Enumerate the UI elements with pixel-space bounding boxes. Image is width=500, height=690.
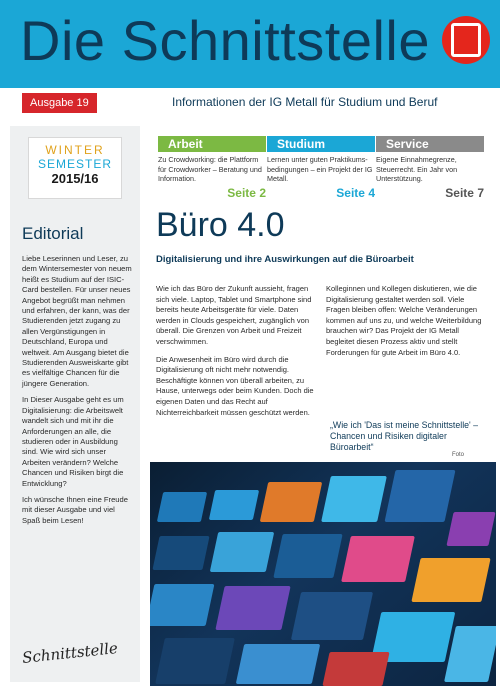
section-arbeit-page: Seite 2 [227,186,266,200]
section-service[interactable] [376,136,484,200]
image-tile [444,626,496,682]
section-studium[interactable] [267,136,375,200]
article-headline: Büro 4.0 [156,206,285,244]
section-service-heading: Service [376,136,484,152]
article-column-2 [326,284,486,365]
article-hero-image [150,462,496,686]
editorial-body [22,254,134,532]
masthead-title: Die Schnittstelle [20,9,431,72]
image-tile [150,584,214,626]
editorial-paragraph: Liebe Leserinnen und Leser, zu dem Wintersemester von neuem heißt es Studium auf der ISIC-Card bestellen. Für unser neues Angebot begrüßt man nehmen und erfahren, der kann, was der Studierenden jetzt zugang zu allen Vergünstigungen in Deutschland, Europa und weltweit. Am Ausgang bietet die Studierenden Ausweiskarte gibt es vielfältige Chancen für die jüngere Generation. [22,254,132,388]
image-tile [157,492,207,522]
image-tile [236,644,321,684]
article-paragraph: Kolleginnen und Kollegen diskutieren, wie die Digitalisierung gestaltet werden soll. Viele Fragen bleiben offen: Welche Veränderungen kommen auf uns zu, und welche Weiterbildung brauchen wir? Das Projekt der IG Metall begleitet diesen Prozess aktiv und stellt Forderungen für gute Arbeit im Büro 4.0. [326,284,482,357]
section-service-page: Seite 7 [445,186,484,200]
section-arbeit[interactable] [158,136,266,200]
editorial-heading: Editorial [22,224,84,243]
section-service-text: Eigene Einnahmegrenze, Steuerrecht. Ein Jahr von Unterstützung. [376,155,458,183]
section-studium-heading: Studium [267,136,375,152]
semester-line-1: WINTER [45,143,105,157]
image-tile [291,592,373,640]
image-tile [210,532,275,572]
semester-line-2: SEMESTER [37,157,112,171]
image-tile [215,586,290,630]
image-tile [446,512,495,546]
logo-frame [451,23,481,57]
image-tile [341,536,415,582]
section-arbeit-heading: Arbeit [158,136,266,152]
image-tile [209,490,259,520]
section-arbeit-text: Zu Crowdworking: die Plattform für Crowdworker – Beratung und Information. [158,155,262,183]
image-tile [155,638,235,684]
ig-metall-logo-icon [442,16,490,64]
image-tile [260,482,323,522]
image-tile [384,470,455,522]
editorial-paragraph: Ich wünsche Ihnen eine Freude mit dieser Ausgabe und viel Spaß beim Lesen! [22,494,128,525]
semester-line-3: 2015/16 [51,171,99,186]
image-tile [273,534,342,578]
tagline: Informationen der IG Metall für Studium und Beruf [172,95,438,109]
section-studium-text: Lernen unter guten Praktikums-bedingungen – ein Projekt der IG Metall. [267,155,373,183]
image-tile [411,558,490,602]
signature: Schnittstelle [21,639,119,667]
section-studium-page: Seite 4 [336,186,375,200]
article-column-1 [156,284,316,425]
image-tile [321,476,387,522]
image-tile [152,536,209,570]
photo-credit: Foto [452,452,465,458]
editorial-paragraph: In Dieser Ausgabe geht es um Digitalisierung: die Arbeitswelt wandelt sich und mit ihr die Anforderungen an alle, die studieren oder in Ausbildung sind. Wie wird sich unser Arbeiten verändern? Welche Chancen und Risiken birgt die Entwicklung? [22,395,124,488]
article-paragraph: Wie ich das Büro der Zukunft aussieht, fragen sich viele. Laptop, Tablet und Smartphone sind bereits heute Arbeitsgeräte für viele. Daten werden in Clouds gespeichert, zugänglich von überall. Die Grenzen von Arbeit und Freizeit verschwimmen. [156,284,312,346]
issue-badge: Ausgabe 19 [22,93,97,113]
article-subheadline: Digitalisierung und ihre Auswirkungen auf die Büroarbeit [156,254,414,265]
pull-quote: „Wie ich 'Das ist meine Schnittstelle' – Chancen und Risiken digitaler Büroarbeit“ [330,420,479,452]
semester-badge [28,137,122,199]
article-paragraph: Die Anwesenheit im Büro wird durch die Digitalisierung oft nicht mehr notwendig. Beschäftigte können von überall arbeiten, zu Hause, unterwegs oder beim Kunden. Doch die eigenen Daten und das Recht auf Nichterreichbarkeit müssen geschützt werden. [156,354,314,417]
image-tile [322,652,389,686]
